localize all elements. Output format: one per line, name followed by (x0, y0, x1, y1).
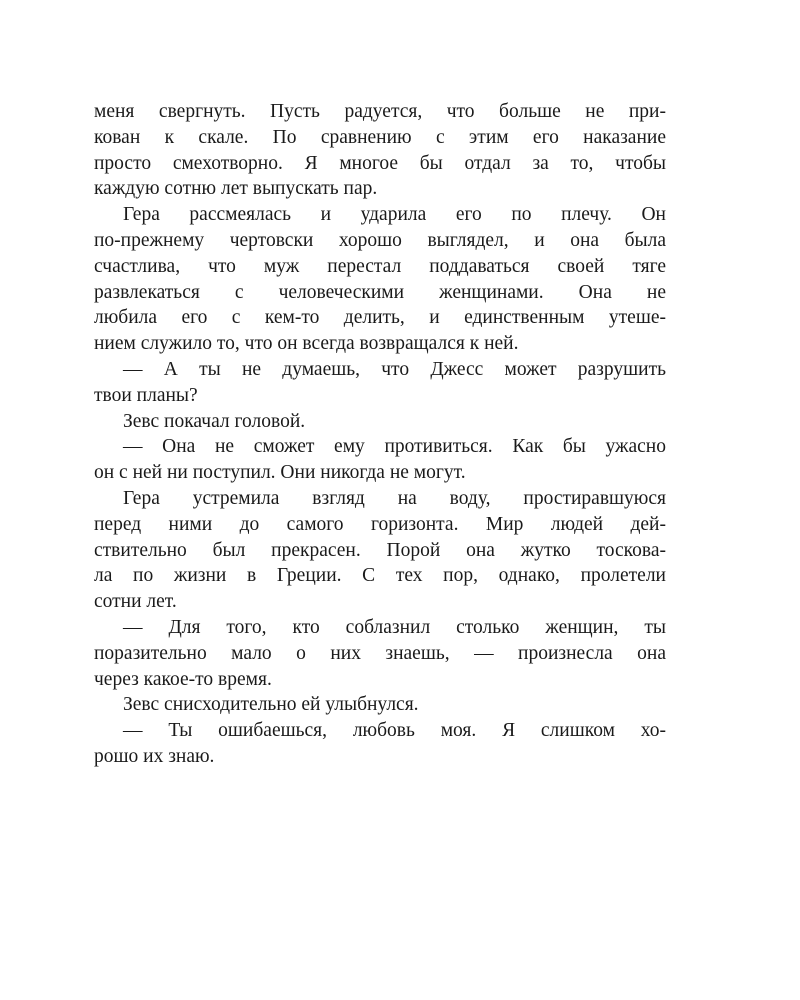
paragraph-first-line: Зевс снисходительно ей улыбнулся. (123, 694, 419, 716)
text-line: ствительно был прекрасен. Порой она жутко тоскова- (94, 539, 666, 561)
text-line: каждую сотню лет выпускать пар. (94, 178, 378, 200)
dialogue-line: — Она не сможет ему противиться. Как бы ужасно (123, 436, 666, 458)
text-line: сотни лет. (94, 591, 177, 613)
text-line: перед ними до самого горизонта. Мир людей дей- (94, 513, 666, 535)
dialogue-line: — Ты ошибаешься, любовь моя. Я слишком хо- (123, 720, 666, 742)
text-line: меня свергнуть. Пусть радуется, что больше не при- (94, 101, 666, 122)
text-line: через какое-то время. (94, 668, 272, 690)
paragraph-first-line: Гера рассмеялась и ударила его по плечу. Он (123, 204, 666, 226)
text-line: нием служило то, что он всегда возвращался к ней. (94, 333, 519, 355)
text-line: развлекаться с человеческими женщинами. Она не (94, 281, 666, 303)
text-line: любила его с кем-то делить, и единственным утеше- (94, 307, 666, 329)
book-page-text (94, 99, 666, 770)
text-line: он с ней ни поступил. Они никогда не могут. (94, 462, 466, 484)
paragraph-first-line: Гера устремила взгляд на воду, простиравшуюся (123, 487, 666, 509)
text-line: по-прежнему чертовски хорошо выглядел, и она была (94, 229, 666, 251)
text-line: счастлива, что муж перестал поддаваться своей тяге (94, 255, 666, 277)
text-line: поразительно мало о них знаешь, — произнесла она (94, 642, 666, 664)
text-line: просто смехотворно. Я многое бы отдал за то, чтобы (94, 152, 666, 174)
text-line: ла по жизни в Греции. С тех пор, однако, пролетели (94, 565, 666, 587)
text-line: рошо их знаю. (94, 745, 215, 767)
paragraph-first-line: Зевс покачал головой. (123, 410, 306, 432)
dialogue-line: — А ты не думаешь, что Джесс может разрушить (123, 358, 666, 380)
text-line: твои планы? (94, 384, 198, 406)
dialogue-line: — Для того, кто соблазнил столько женщин, ты (123, 616, 666, 638)
text-line: кован к скале. По сравнению с этим его наказание (94, 126, 666, 148)
